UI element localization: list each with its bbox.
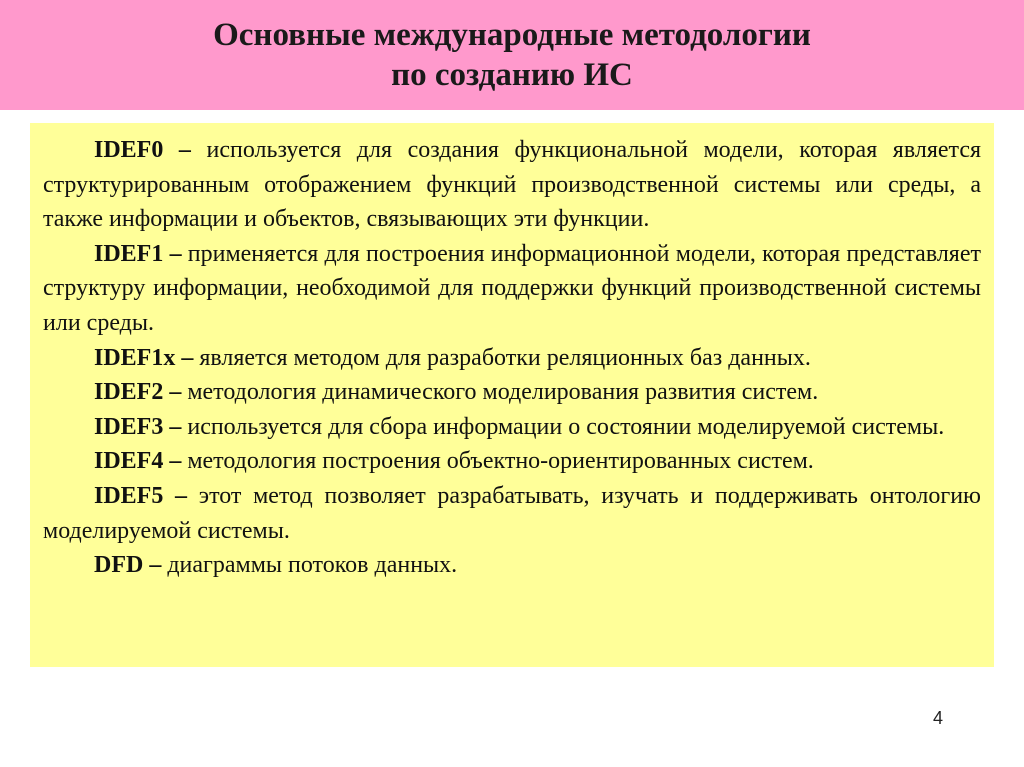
methodology-term: IDEF3 xyxy=(94,413,164,440)
term-separator: – xyxy=(163,413,188,440)
term-separator: – xyxy=(163,448,188,475)
term-separator: – xyxy=(163,379,188,406)
methodology-description: диаграммы потоков данных. xyxy=(167,552,458,579)
term-separator: – xyxy=(163,137,207,163)
methodology-term: IDEF0 xyxy=(94,137,164,163)
methodology-item-idef1 xyxy=(43,237,981,341)
methodology-term: IDEF1 xyxy=(94,240,164,267)
title-bar xyxy=(0,0,1024,110)
methodology-item-idef5 xyxy=(43,479,981,548)
term-separator: – xyxy=(163,482,199,509)
methodology-description: этот метод позволяет разрабатывать, изучать и поддерживать онтологию моделируемой системы. xyxy=(43,482,981,544)
methodology-term: IDEF5 xyxy=(94,482,164,509)
page-number: 4 xyxy=(932,708,943,728)
methodology-item-dfd xyxy=(43,548,981,583)
methodology-item-idef0 xyxy=(43,133,981,237)
term-separator: – xyxy=(163,240,188,267)
methodology-description: методология построения объектно-ориентированных систем. xyxy=(187,448,814,475)
term-separator: – xyxy=(143,552,168,579)
methodology-item-idef4 xyxy=(43,444,981,479)
methodology-item-idef2 xyxy=(43,375,981,410)
methodology-description: является методом для разработки реляционных баз данных. xyxy=(199,344,811,371)
term-separator: – xyxy=(175,344,200,371)
methodology-description: применяется для построения информационной модели, которая представляет структуру информации, необходимой для поддержки функций производственной системы или среды. xyxy=(43,240,981,336)
methodology-term: IDEF2 xyxy=(94,379,164,406)
content-box xyxy=(30,123,994,667)
methodology-description: используется для сбора информации о состоянии моделируемой системы. xyxy=(187,413,945,440)
methodology-term: IDEF4 xyxy=(94,448,164,475)
slide-title-line-1: Основные международные методологии xyxy=(213,17,811,53)
slide-title-line-2: по созданию ИС xyxy=(391,57,633,93)
methodology-item-idef3 xyxy=(43,410,981,445)
methodology-term: DFD xyxy=(94,552,144,579)
methodology-item-idef1x xyxy=(43,341,981,376)
methodology-description: методология динамического моделирования развития систем. xyxy=(187,379,819,406)
methodology-description: используется для создания функциональной модели, которая является структурированным отображением функций производственной системы или среды, а также информации и объектов, связывающих эти функции. xyxy=(43,137,982,233)
methodology-term: IDEF1x xyxy=(94,344,176,371)
